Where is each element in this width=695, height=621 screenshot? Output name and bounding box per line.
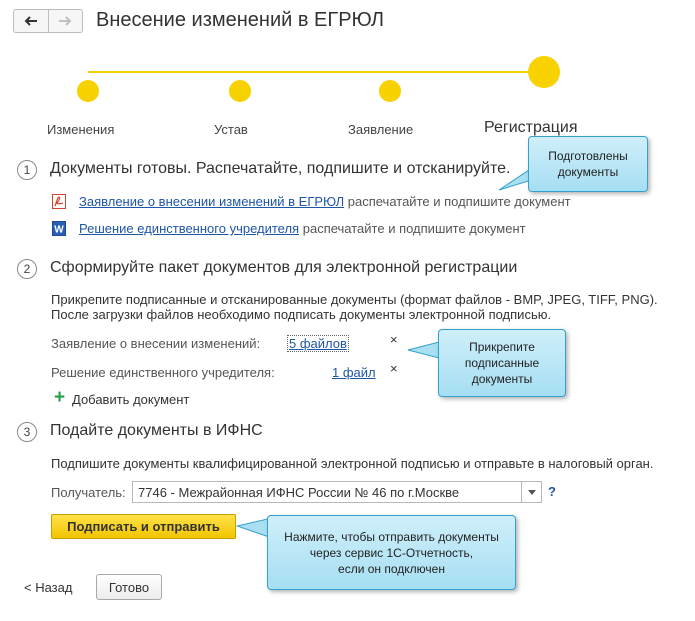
- sign-and-send-button[interactable]: Подписать и отправить: [51, 514, 236, 539]
- dropdown-button[interactable]: [521, 482, 541, 502]
- section-number-1: 1: [17, 160, 37, 180]
- attachment-files-link-1[interactable]: 5 файлов: [289, 336, 347, 351]
- step-label-1: Изменения: [47, 122, 115, 137]
- section-number-2: 2: [17, 259, 37, 279]
- doc-note-1: распечатайте и подпишите документ: [347, 194, 571, 209]
- recipient-label: Получатель:: [51, 485, 126, 500]
- step-dot-3: [379, 80, 401, 102]
- svg-text:W: W: [54, 224, 64, 236]
- pdf-icon: [52, 194, 66, 209]
- section-2-desc-2: После загрузки файлов необходимо подписать документы электронной подписью.: [51, 307, 552, 322]
- section-3-desc: Подпишите документы квалифицированной электронной подписью и отправьте в налоговый орган.: [51, 456, 654, 471]
- callout-attach-documents: [438, 329, 566, 397]
- step-dot-1: [77, 80, 99, 102]
- attachment-label-1: Заявление о внесении изменений:: [51, 336, 261, 351]
- section-title-2: Сформируйте пакет документов для электронной регистрации: [50, 259, 518, 276]
- step-label-4: Регистрация: [484, 119, 578, 136]
- doc-link-application[interactable]: Заявление о внесении изменений в ЕГРЮЛ: [79, 194, 345, 209]
- back-button[interactable]: < Назад: [24, 580, 73, 595]
- step-dot-4-current: [528, 56, 560, 88]
- forward-nav-button[interactable]: [48, 10, 83, 32]
- recipient-select[interactable]: [132, 481, 542, 503]
- section-2-desc-1: Прикрепите подписанные и отсканированные документы (формат файлов - BMP, JPEG, TIFF, PNG).: [51, 292, 658, 307]
- callout-send-documents: [267, 515, 516, 590]
- remove-attachment-2-button[interactable]: ×: [390, 361, 398, 376]
- word-icon: [52, 221, 66, 236]
- attachment-label-2: Решение единственного учредителя:: [51, 365, 275, 380]
- doc-link-decision[interactable]: Решение единственного учредителя: [79, 221, 300, 236]
- section-title-3: Подайте документы в ИФНС: [50, 422, 263, 439]
- plus-icon: +: [54, 387, 66, 408]
- doc-row-2: [79, 221, 526, 236]
- callout-text-2: Прикрепите подписанные документы: [464, 340, 540, 386]
- back-nav-button[interactable]: [14, 10, 48, 32]
- section-number-3: 3: [17, 422, 37, 442]
- callout-text-3: Нажмите, чтобы отправить документы через сервис 1С-Отчетность, если он подключен: [284, 529, 499, 576]
- doc-row-1: [79, 194, 571, 209]
- attachment-files-link-2[interactable]: 1 файл: [332, 365, 376, 380]
- stepper-track: [88, 71, 545, 73]
- step-dot-2: [229, 80, 251, 102]
- step-label-2: Устав: [214, 122, 248, 137]
- arrow-left-icon: [24, 16, 38, 26]
- step-label-3: Заявление: [348, 122, 414, 137]
- arrow-right-icon: [58, 16, 72, 26]
- doc-note-2: распечатайте и подпишите документ: [302, 221, 526, 236]
- nav-buttons: [13, 9, 83, 33]
- recipient-value: 7746 - Межрайонная ИФНС России № 46 по г.Москве: [138, 485, 460, 500]
- done-button[interactable]: Готово: [96, 574, 162, 600]
- remove-attachment-1-button[interactable]: ×: [390, 332, 398, 347]
- page-title: Внесение изменений в ЕГРЮЛ: [96, 9, 384, 31]
- help-icon[interactable]: ?: [548, 484, 556, 499]
- callout-prepared-documents: [528, 136, 648, 192]
- add-document-button[interactable]: Добавить документ: [72, 392, 190, 407]
- section-title-1: Документы готовы. Распечатайте, подпишите и отсканируйте.: [50, 160, 511, 177]
- chevron-down-icon: [528, 490, 536, 495]
- callout-text-1: Подготовлены документы: [548, 149, 628, 179]
